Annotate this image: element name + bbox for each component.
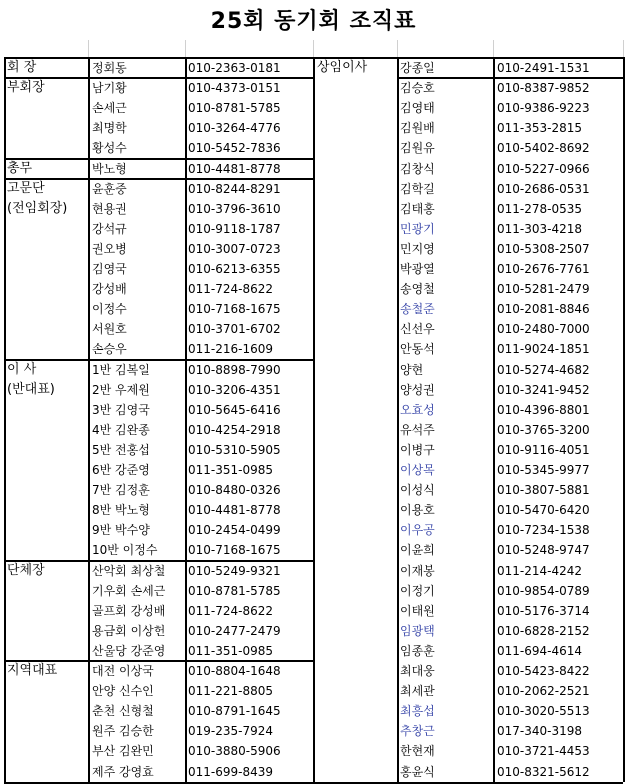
cell-c0[interactable]: 회 장 — [7, 60, 37, 75]
cell-c3[interactable]: 상임이사 — [317, 60, 368, 75]
cell-c4[interactable]: 양성권 — [400, 382, 435, 397]
cell-c1[interactable]: 서원호 — [92, 322, 127, 337]
border-line — [313, 57, 315, 782]
cell-c2[interactable]: 010-7168-1675 — [188, 543, 281, 558]
cell-c4[interactable]: 박광열 — [400, 262, 435, 276]
cell-c2[interactable]: 010-5645-6416 — [188, 402, 281, 417]
border-line — [4, 782, 623, 784]
cell-c4[interactable]: 김영태 — [400, 101, 435, 116]
cell-c4[interactable]: 이우공 — [400, 523, 435, 538]
cell-c5[interactable]: 010-5308-2507 — [497, 241, 590, 256]
cell-c0[interactable]: 이 사 — [7, 361, 37, 377]
sheet-title: 25회 동기회 조직표 — [210, 9, 417, 34]
cell-c5[interactable]: 010-3020-5513 — [497, 704, 590, 719]
cell-c2[interactable]: 010-8781-5785 — [188, 583, 281, 598]
cell-c5[interactable]: 010-5402-8692 — [497, 141, 590, 156]
cell-c3[interactable] — [317, 460, 397, 480]
cell-c0[interactable]: 단체장 — [7, 562, 45, 578]
cell-c1[interactable]: 10반 이정수 — [92, 543, 158, 558]
cell-c3[interactable] — [317, 339, 397, 359]
cell-c3[interactable] — [317, 641, 397, 661]
cell-c4[interactable]: 최흥섭 — [400, 704, 435, 719]
cell-c1[interactable]: 원주 김승한 — [92, 724, 154, 739]
cell-c2[interactable]: 010-8791-1645 — [188, 704, 281, 719]
cell-c3[interactable] — [317, 259, 397, 279]
cell-c1[interactable]: 대전 이상국 — [92, 664, 154, 678]
cell-c5[interactable]: 011-9024-1851 — [497, 342, 590, 357]
cell-c1[interactable]: 황성수 — [92, 141, 127, 156]
cell-c4[interactable]: 이정기 — [400, 583, 435, 598]
cell-c0[interactable] — [7, 319, 85, 339]
cell-c2[interactable]: 011-221-8805 — [188, 684, 274, 699]
cell-c1[interactable]: 산울당 강준영 — [92, 643, 166, 658]
cell-c5[interactable]: 010-6828-2152 — [497, 623, 590, 638]
cell-c5[interactable]: 011-278-0535 — [497, 201, 583, 216]
cell-c5[interactable]: 010-3721-4453 — [497, 744, 590, 759]
cell-c0[interactable] — [7, 279, 85, 299]
cell-c5[interactable]: 010-9116-4051 — [497, 442, 590, 457]
cell-c3[interactable] — [317, 118, 397, 138]
cell-c4[interactable]: 김창식 — [400, 161, 435, 176]
cell-c5[interactable]: 010-5345-9977 — [497, 463, 590, 477]
cell-c0[interactable]: 부회장 — [7, 80, 45, 96]
cell-c2[interactable]: 010-8804-1648 — [188, 664, 281, 678]
cell-c2[interactable]: 010-3701-6702 — [188, 322, 281, 337]
border-line — [4, 560, 313, 562]
cell-c3[interactable] — [317, 661, 397, 681]
cell-c3[interactable] — [317, 98, 397, 118]
cell-c4[interactable]: 이병구 — [400, 442, 435, 457]
cell-c5[interactable]: 010-2062-2521 — [497, 684, 590, 699]
cell-c0[interactable]: 지역대표 — [7, 663, 58, 678]
cell-c0[interactable] — [7, 118, 85, 138]
cell-c1[interactable]: 최명학 — [92, 121, 127, 136]
cell-c3[interactable] — [317, 581, 397, 601]
cell-c2[interactable]: 010-5249-9321 — [188, 563, 281, 578]
cell-c5[interactable]: 010-8387-9852 — [497, 81, 590, 96]
cell-c2[interactable]: 010-5452-7836 — [188, 141, 281, 156]
border-line — [4, 178, 313, 180]
cell-c0[interactable] — [7, 239, 85, 259]
cell-c4[interactable]: 한현재 — [400, 744, 435, 759]
cell-c5[interactable]: 010-5423-8422 — [497, 664, 590, 678]
cell-c1[interactable]: 9반 박수양 — [92, 523, 150, 538]
cell-c5[interactable]: 010-5470-6420 — [497, 503, 590, 518]
cell-c1[interactable]: 7반 김정훈 — [92, 483, 150, 498]
cell-c3[interactable] — [317, 741, 397, 761]
cell-c1[interactable]: 산악회 최상철 — [92, 563, 166, 578]
cell-c5[interactable]: 010-5176-3714 — [497, 603, 590, 618]
cell-c2[interactable]: 010-3206-4351 — [188, 382, 281, 397]
cell-c4[interactable]: 홍윤식 — [400, 764, 435, 779]
cell-c0[interactable] — [7, 98, 85, 118]
cell-c4[interactable]: 신선우 — [400, 322, 435, 337]
cell-c0[interactable] — [7, 520, 85, 540]
cell-c5[interactable]: 010-2480-7000 — [497, 322, 590, 337]
cell-c2[interactable]: 010-3264-4776 — [188, 121, 281, 136]
cell-c4[interactable]: 송영철 — [400, 282, 435, 297]
cell-c0[interactable] — [7, 621, 85, 641]
cell-c4[interactable]: 이윤희 — [400, 543, 435, 558]
cell-c3[interactable] — [317, 762, 397, 782]
cell-c5[interactable]: 010-3807-5881 — [497, 483, 590, 498]
cell-c4[interactable]: 임종훈 — [400, 643, 435, 658]
cell-c5[interactable]: 017-340-3198 — [497, 724, 583, 739]
cell-c2[interactable]: 010-4481-8778 — [188, 161, 281, 176]
cell-c5[interactable]: 010-3765-3200 — [497, 422, 590, 437]
cell-c0[interactable]: 고문단 — [7, 180, 45, 196]
cell-c1[interactable]: 박노형 — [92, 161, 127, 176]
cell-c5[interactable]: 010-5227-0966 — [497, 161, 590, 176]
cell-c1[interactable]: 권오병 — [92, 241, 127, 256]
cell-c1[interactable]: 강석규 — [92, 221, 127, 236]
cell-c1[interactable]: 8반 박노형 — [92, 503, 150, 518]
cell-c3[interactable] — [317, 319, 397, 339]
border-line — [4, 57, 6, 782]
cell-c0[interactable] — [7, 701, 85, 721]
cell-c2[interactable]: 010-3880-5906 — [188, 744, 281, 759]
cell-c4[interactable]: 추창근 — [400, 724, 435, 739]
border-line — [4, 660, 313, 662]
cell-c2[interactable]: 011-351-0985 — [188, 463, 274, 477]
cell-c3[interactable] — [317, 360, 397, 380]
cell-c0[interactable] — [7, 138, 85, 158]
cell-c3[interactable] — [317, 520, 397, 540]
cell-c0[interactable] — [7, 721, 85, 741]
cell-c1[interactable]: 제주 강영효 — [92, 764, 154, 779]
border-line — [4, 359, 313, 361]
cell-c5[interactable]: 010-2686-0531 — [497, 181, 590, 196]
border-line — [493, 57, 495, 782]
cell-c1[interactable]: 춘천 신형철 — [92, 704, 154, 719]
cell-c1[interactable]: 손세근 — [92, 101, 127, 116]
cell-c2[interactable]: 010-2363-0181 — [188, 61, 281, 75]
cell-c3[interactable] — [317, 138, 397, 158]
cell-c1[interactable]: 손승우 — [92, 342, 127, 357]
cell-c3[interactable] — [317, 239, 397, 259]
cell-c2[interactable]: 011-351-0985 — [188, 643, 274, 658]
cell-c1[interactable]: 안양 신수인 — [92, 684, 154, 699]
cell-c1[interactable]: 용금회 이상헌 — [92, 623, 166, 638]
cell-c0[interactable] — [7, 762, 85, 782]
cell-c1[interactable]: 5반 전홍섭 — [92, 442, 150, 457]
cell-c4[interactable]: 민광기 — [400, 221, 435, 236]
cell-c5[interactable]: 010-4396-8801 — [497, 402, 590, 417]
cell-c3[interactable] — [317, 199, 397, 219]
cell-c1[interactable]: 정회동 — [92, 61, 127, 75]
cell-c4[interactable]: 이성식 — [400, 483, 435, 498]
cell-c4[interactable]: 유석주 — [400, 422, 435, 437]
cell-c2[interactable]: 010-7168-1675 — [188, 302, 281, 317]
cell-c0[interactable] — [7, 460, 85, 480]
cell-c1[interactable]: 부산 김완민 — [92, 744, 154, 759]
cell-c2[interactable]: 010-8480-0326 — [188, 483, 281, 498]
cell-c3[interactable] — [317, 440, 397, 460]
cell-c5[interactable]: 011-353-2815 — [497, 121, 583, 136]
cell-c5[interactable]: 010-2081-8846 — [497, 302, 590, 317]
cell-c0[interactable] — [7, 339, 85, 359]
cell-c2[interactable]: 019-235-7924 — [188, 724, 274, 739]
cell-c1[interactable]: 6반 강준영 — [92, 463, 150, 477]
cell-c4[interactable]: 김학길 — [400, 181, 435, 196]
cell-c2[interactable]: 010-4481-8778 — [188, 503, 281, 518]
cell-c2[interactable]: 010-6213-6355 — [188, 262, 281, 276]
cell-c1[interactable]: 4반 김완종 — [92, 422, 150, 437]
cell-c4[interactable]: 이재봉 — [400, 563, 435, 578]
cell-c0[interactable] — [7, 581, 85, 601]
cell-c0[interactable] — [7, 259, 85, 279]
cell-c2[interactable]: 010-5310-5905 — [188, 442, 281, 457]
cell-c3[interactable] — [317, 681, 397, 701]
cell-c2[interactable]: 010-2477-2479 — [188, 623, 281, 638]
cell-c5[interactable]: 010-7234-1538 — [497, 523, 590, 538]
border-line — [397, 57, 399, 782]
cell-c5[interactable]: 010-5248-9747 — [497, 543, 590, 558]
cell-c4[interactable]: 민지영 — [400, 241, 435, 256]
cell-c3[interactable] — [317, 78, 397, 98]
cell-c4[interactable]: 양현 — [400, 362, 424, 377]
cell-c2[interactable]: 010-9118-1787 — [188, 221, 281, 236]
cell-c5[interactable]: 010-9386-9223 — [497, 101, 590, 116]
cell-c2[interactable]: 011-724-8622 — [188, 603, 274, 618]
cell-c0[interactable] — [7, 641, 85, 661]
cell-c1[interactable]: 1반 김복일 — [92, 362, 150, 377]
cell-c2[interactable]: 011-724-8622 — [188, 282, 274, 297]
cell-c3[interactable] — [317, 601, 397, 621]
cell-c3[interactable] — [317, 299, 397, 319]
cell-c0[interactable] — [7, 681, 85, 701]
cell-c3[interactable] — [317, 561, 397, 581]
border-line — [623, 57, 625, 782]
cell-c5[interactable]: 010-5281-2479 — [497, 282, 590, 297]
cell-c5[interactable]: 011-694-4614 — [497, 643, 583, 658]
cell-c5[interactable]: 011-214-4242 — [497, 563, 583, 578]
cell-c2[interactable]: 010-8781-5785 — [188, 101, 281, 116]
cell-c0[interactable]: 총무 — [7, 160, 33, 176]
cell-c3[interactable] — [317, 721, 397, 741]
border-line — [88, 57, 90, 782]
cell-c3[interactable] — [317, 279, 397, 299]
cell-c0[interactable] — [7, 500, 85, 520]
cell-c3[interactable] — [317, 219, 397, 239]
cell-c3[interactable] — [317, 480, 397, 500]
cell-c4[interactable]: 김원유 — [400, 141, 435, 156]
cell-c2[interactable]: 010-4254-2918 — [188, 422, 281, 437]
cell-c4[interactable]: 오효성 — [400, 402, 435, 417]
cell-c5[interactable]: 010-3241-9452 — [497, 382, 590, 397]
cell-c1[interactable]: 2반 우제원 — [92, 382, 150, 397]
cell-c0[interactable] — [7, 741, 85, 761]
cell-c2[interactable]: 010-3796-3610 — [188, 201, 281, 216]
cell-c1[interactable]: 현용권 — [92, 201, 127, 216]
cell-c1[interactable]: 기우회 손세근 — [92, 583, 166, 598]
cell-c5[interactable]: 010-2491-1531 — [497, 61, 590, 75]
cell-c3[interactable] — [317, 701, 397, 721]
cell-c1[interactable]: 강성배 — [92, 282, 127, 297]
cell-c2[interactable]: 010-4373-0151 — [188, 81, 281, 96]
cell-c3[interactable] — [317, 420, 397, 440]
cell-c4[interactable]: 최대웅 — [400, 664, 435, 678]
cell-c0[interactable] — [7, 480, 85, 500]
cell-c4[interactable]: 이상목 — [400, 463, 435, 477]
cell-c1[interactable]: 남기황 — [92, 81, 127, 96]
cell-c2[interactable]: 011-216-1609 — [188, 342, 274, 357]
cell-c3[interactable] — [317, 400, 397, 420]
cell-c0[interactable] — [7, 440, 85, 460]
cell-c1[interactable]: 이정수 — [92, 302, 127, 317]
cell-c0[interactable] — [7, 420, 85, 440]
cell-c2[interactable]: 010-3007-0723 — [188, 241, 281, 256]
cell-c5[interactable]: 011-303-4218 — [497, 221, 583, 236]
cell-c1[interactable]: 윤훈중 — [92, 181, 127, 196]
cell-c3[interactable] — [317, 380, 397, 400]
cell-c5[interactable]: 010-5274-4682 — [497, 362, 590, 377]
cell-c2[interactable]: 010-8244-8291 — [188, 181, 281, 196]
cell-c2[interactable]: 010-2454-0499 — [188, 523, 281, 538]
cell-c4[interactable]: 이태원 — [400, 603, 435, 618]
cell-c3[interactable] — [317, 179, 397, 199]
cell-c4[interactable]: 안동석 — [400, 342, 435, 357]
border-line — [4, 77, 313, 79]
cell-c5[interactable]: 010-9854-0789 — [497, 583, 590, 598]
cell-c1[interactable]: 3반 김영국 — [92, 402, 150, 417]
cell-c4[interactable]: 송철준 — [400, 302, 435, 317]
cell-c4[interactable]: 김승호 — [400, 81, 435, 96]
cell-c4[interactable]: 임광택 — [400, 623, 435, 638]
cell-c0[interactable]: (반대표) — [7, 381, 55, 397]
cell-c5[interactable]: 010-2676-7761 — [497, 262, 590, 276]
cell-c2[interactable]: 010-8898-7990 — [188, 362, 281, 377]
cell-c4[interactable]: 김원배 — [400, 121, 435, 136]
cell-c3[interactable] — [317, 500, 397, 520]
cell-c2[interactable]: 011-699-8439 — [188, 764, 274, 779]
cell-c4[interactable]: 이용호 — [400, 503, 435, 518]
border-line — [4, 158, 313, 160]
cell-c4[interactable]: 최세관 — [400, 684, 435, 699]
cell-c0[interactable] — [7, 219, 85, 239]
cell-c0[interactable] — [7, 601, 85, 621]
cell-c0[interactable]: (전임회장) — [7, 200, 68, 216]
cell-c3[interactable] — [317, 621, 397, 641]
cell-c1[interactable]: 김영국 — [92, 262, 127, 276]
cell-c0[interactable] — [7, 540, 85, 560]
cell-c3[interactable] — [317, 159, 397, 179]
border-line — [397, 77, 623, 79]
cell-c4[interactable]: 김태홍 — [400, 201, 435, 216]
cell-c5[interactable]: 010-8321-5612 — [497, 764, 590, 779]
cell-c0[interactable] — [7, 299, 85, 319]
cell-c1[interactable]: 골프회 강성배 — [92, 603, 166, 618]
border-line — [185, 57, 187, 782]
cell-c3[interactable] — [317, 540, 397, 560]
cell-c4[interactable]: 강종일 — [400, 61, 435, 75]
cell-c0[interactable] — [7, 400, 85, 420]
